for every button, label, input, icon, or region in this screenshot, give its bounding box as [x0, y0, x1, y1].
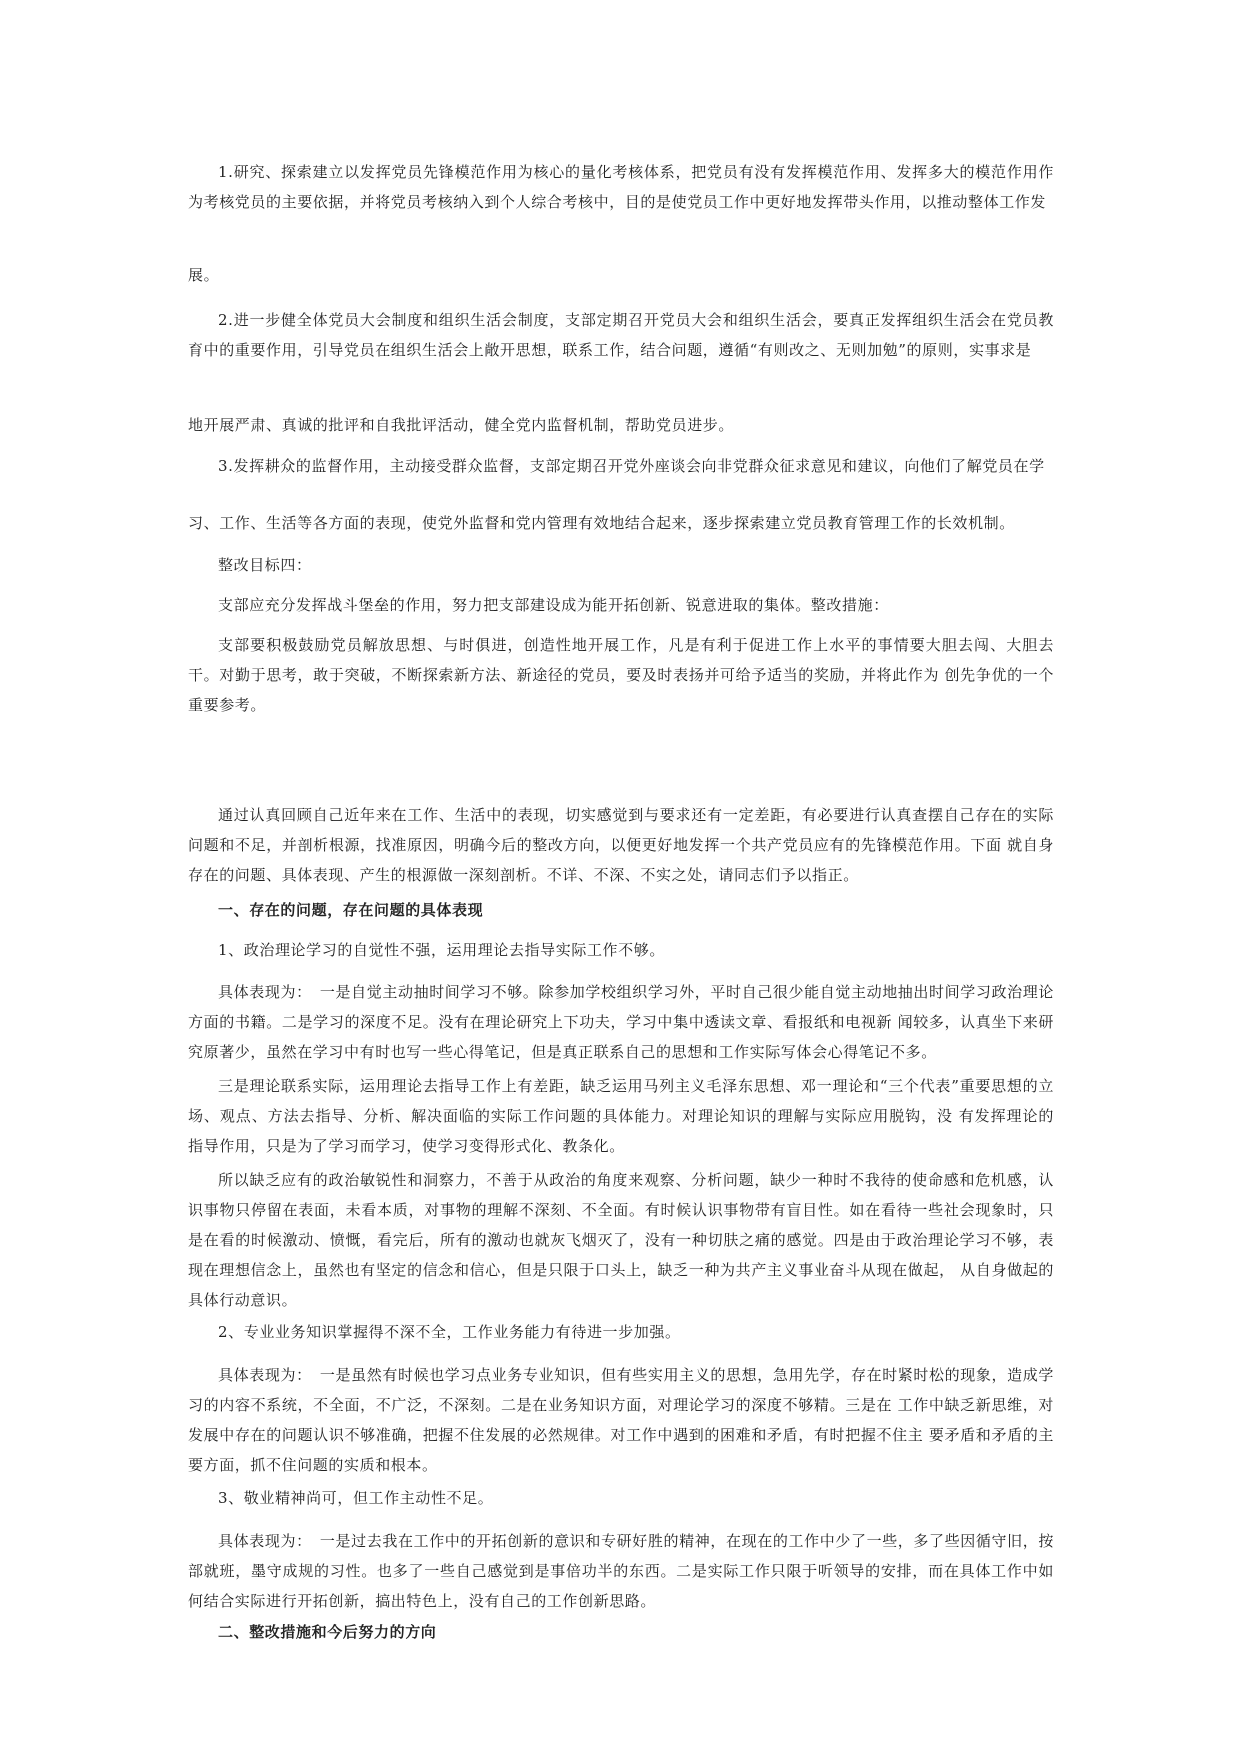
measure-item-1: 1.研究、探索建立以发挥党员先锋模范作用为核心的量化考核体系，把党员有没有发挥模范作用、发挥多大的模范作用作 为考核党员的主要依据，并将党员考核纳入到个人综合考核中，目的是使党员工作中更好地发挥带头作用，以推动整体工作发	[188, 163, 1054, 211]
measure-item-3-continuation: 习、工作、生活等各方面的表现，使党外监督和党内管理有效地结合起来，逐步探索建立党员教育管理工作的长效机制。	[188, 514, 1015, 532]
measure-item-2: 2.进一步健全体党员大会制度和组织生活会制度，支部定期召开党员大会和组织生活会，要真正发挥组织生活会在党员教 育中的重要作用，引导党员在组织生活会上敞开思想，联系工作，结合问题，遵循“有则改之、无则加勉”的原则，实事求是	[188, 311, 1054, 359]
goal-4-measure: 支部要积极鼓励党员解放思想、与时俱进，创造性地开展工作，凡是有利于促进工作上水平的事情要大胆去闯、大胆去干。对勤于思考，敢于突破，不断探索新方法、新途径的党员，要及时表扬并可给予适当的奖励，并将此作为 创先争优的一个重要参考。	[188, 636, 1054, 714]
measure-item-2-continuation: 地开展严肃、真诚的批评和自我批评活动，健全党内监督机制，帮助党员进步。	[188, 416, 735, 434]
goal-4-text: 支部应充分发挥战斗堡垒的作用，努力把支部建设成为能开拓创新、锐意进取的集体。整改措施：	[218, 596, 889, 614]
problem-1-title: 1、政治理论学习的自觉性不强，运用理论去指导实际工作不够。	[218, 941, 665, 959]
problem-1-fourth-point: 所以缺乏应有的政治敏锐性和洞察力，不善于从政治的角度来观察、分析问题，缺少一种时不我待的使命感和危机感，认识事物只停留在表面，未看本质，对事物的理解不深刻、不全面。有时候认识事物带有盲目性。如在看待一些社会现象时，只 是在看的时候激动、愤慨，看完后，所有的激动也就灰飞烟灭了，没有一种切肤之痛的感觉。四是由于政治理论学习不够，表 现在理想信念上，虽然也有坚定的信念和信心，但是只限于口头上，缺乏一种为共产主义事业奋斗从现在做起， 从自身做起的 具体行动意识。	[188, 1171, 1054, 1309]
section-2-heading: 二、整改措施和今后努力的方向	[218, 1623, 437, 1641]
document-page	[188, 0, 1054, 1754]
problem-1-detail: 具体表现为： 一是自觉主动抽时间学习不够。除参加学校组织学习外，平时自己很少能自觉主动地抽出时间学习政治理论 方面的书籍。二是学习的深度不足。没有在理论研究上下功夫，学习中集中透读文章、看报纸和电视新 闻较多，认真坐下来研 究原著少，虽然在学习中有时也写一些心得笔记，但是真正联系自己的思想和工作实际写体会心得笔记不多。	[188, 983, 1054, 1061]
problem-2-title: 2、专业业务知识掌握得不深不全，工作业务能力有待进一步加强。	[218, 1323, 681, 1341]
intro-paragraph: 通过认真回顾自己近年来在工作、生活中的表现，切实感觉到与要求还有一定差距，有必要进行认真查摆自己存在的实际问题和不足，并剖析根源，找准原因，明确今后的整改方向，以便更好地发挥一个共产党员应有的先锋模范作用。下面 就自身 存在的问题、具体表现、产生的根源做一深刻剖析。不详、不深、不实之处，请同志们予以指正。	[188, 806, 1054, 884]
measure-item-3: 3.发挥耕众的监督作用，主动接受群众监督，支部定期召开党外座谈会向非党群众征求意见和建议，向他们了解党员在学	[218, 457, 1045, 475]
problem-3-title: 3、敬业精神尚可，但工作主动性不足。	[218, 1489, 494, 1507]
problem-3-detail: 具体表现为： 一是过去我在工作中的开拓创新的意识和专研好胜的精神，在现在的工作中少了一些，多了些因循守旧，按 部就班，墨守成规的习性。也多了一些自己感觉到是事倍功半的东西。二是实际工作只限于听领导的安排，而在具体工作中如 何结合实际进行开拓创新，搞出特色上，没有自己的工作创新思路。	[188, 1532, 1054, 1610]
problem-2-detail: 具体表现为： 一是虽然有时候也学习点业务专业知识，但有些实用主义的思想，急用先学，存在时紧时松的现象，造成学 习的内容不系统，不全面，不广泛，不深刻。二是在业务知识方面，对理论学习的深度不够精。三是在 工作中缺乏新思维，对 发展中存在的问题认识不够准确，把握不住发展的必然规律。对工作中遇到的困难和矛盾，有时把握不住主 要矛盾和矛盾的主 要方面，抓不住问题的实质和根本。	[188, 1366, 1054, 1474]
measure-item-1-continuation: 展。	[188, 266, 220, 284]
goal-4-heading: 整改目标四：	[218, 556, 312, 574]
problem-1-third-point: 三是理论联系实际，运用理论去指导工作上有差距，缺乏运用马列主义毛泽东思想、邓一理论和“三个代表”重要思想的立场、观点、方法去指导、分析、解决面临的实际工作问题的具体能力。对理论知识的理解与实际应用脱钩，没 有发挥理论的 指导作用，只是为了学习而学习，使学习变得形式化、教条化。	[188, 1077, 1054, 1155]
section-1-heading: 一、存在的问题，存在问题的具体表现	[218, 901, 484, 919]
